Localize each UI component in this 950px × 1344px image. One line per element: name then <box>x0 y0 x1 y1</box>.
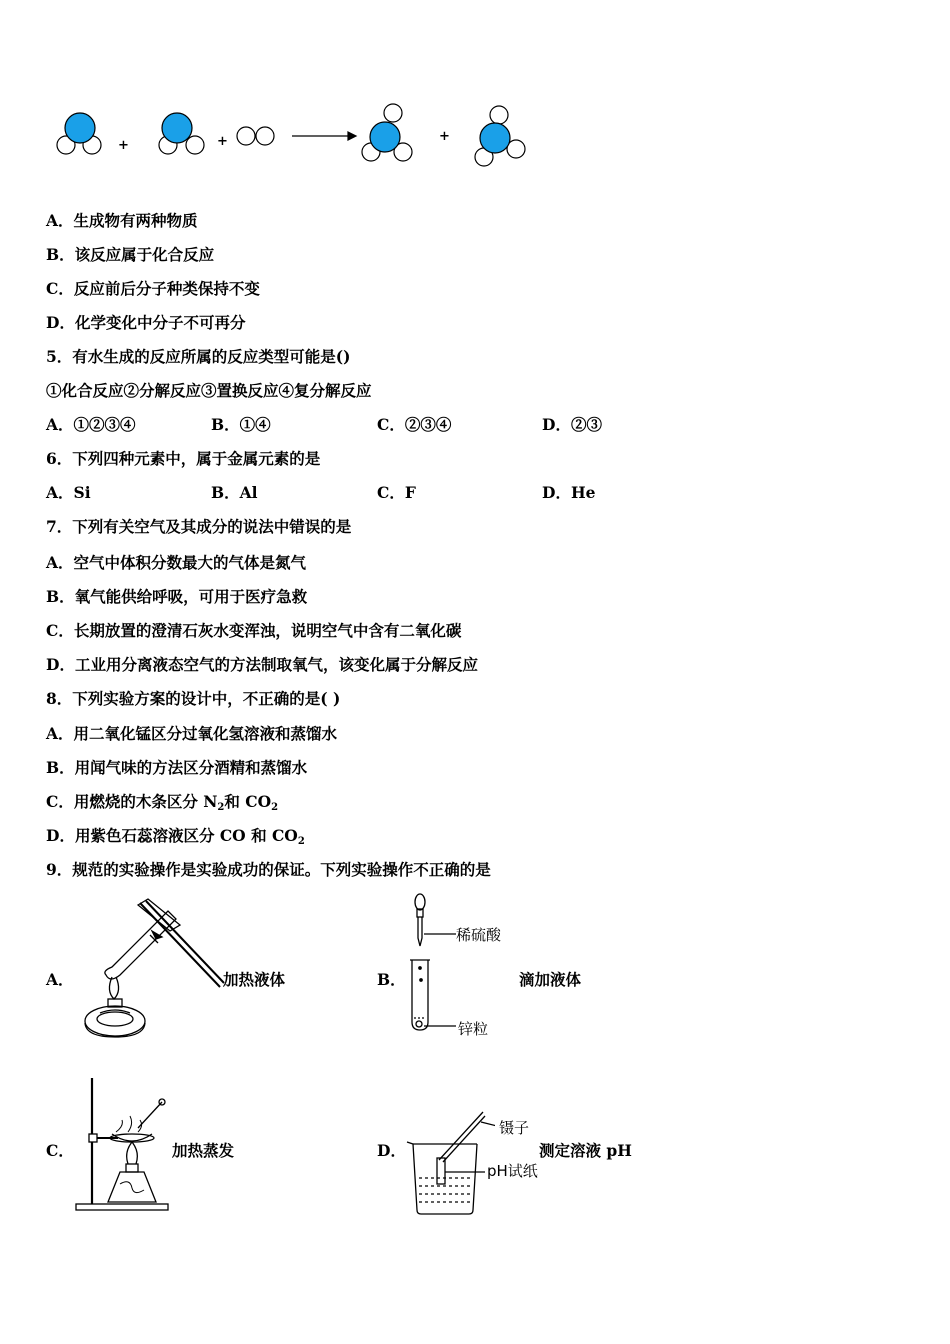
q7-option-d: D．工业用分离液态空气的方法制取氧气，该变化属于分解反应 <box>46 655 478 674</box>
q4-option-a: A．生成物有两种物质 <box>46 211 198 230</box>
q8-option-c: C．用燃烧的木条区分 $N_2$和 $CO_2$ <box>46 792 279 813</box>
plus-sign-1: + <box>118 138 129 153</box>
figure-heating-liquid <box>80 895 225 1040</box>
q5-option-c: C．②③④ <box>377 415 452 434</box>
q7-option-b: B．氧气能供给呼吸，可用于医疗急救 <box>46 587 308 606</box>
q9-c-caption: 加热蒸发 <box>172 1141 235 1160</box>
q4-option-c: C．反应前后分子种类保持不变 <box>46 279 260 298</box>
q6-option-b: B．Al <box>211 483 258 502</box>
q8-option-a: A．用二氧化锰区分过氧化氢溶液和蒸馏水 <box>46 724 338 743</box>
figure-measure-ph <box>405 1104 495 1219</box>
q6-stem: 6．下列四种元素中，属于金属元素的是 <box>46 449 321 468</box>
plus-sign-3: + <box>439 129 450 144</box>
q9-stem: 9．规范的实验操作是实验成功的保证。下列实验操作不正确的是 <box>46 860 491 879</box>
q8-option-b: B．用闻气味的方法区分酒精和蒸馏水 <box>46 758 308 777</box>
plus-sign-2: + <box>217 134 228 149</box>
q9-b-caption: 滴加液体 <box>519 970 582 989</box>
q9-b-letter: B． <box>377 970 406 989</box>
q9-a-letter: A． <box>46 970 74 989</box>
q4-option-d: D．化学变化中分子不可再分 <box>46 313 246 332</box>
q9-d-letter: D． <box>377 1141 406 1160</box>
reactant-molecule-3 <box>237 127 274 145</box>
reactant-molecule-2 <box>159 113 204 154</box>
tag-ph-paper: pH试纸 <box>487 1162 538 1180</box>
q6-option-c: C．F <box>377 483 416 502</box>
q4-option-b: B．该反应属于化合反应 <box>46 245 215 264</box>
figure-evaporation <box>72 1074 177 1214</box>
q5-stem: 5．有水生成的反应所属的反应类型可能是() <box>46 347 351 366</box>
q7-option-a: A．空气中体积分数最大的气体是氮气 <box>46 553 307 572</box>
reactant-molecule-1 <box>57 113 101 154</box>
tag-dilute-sulfuric-acid: 稀硫酸 <box>456 926 502 944</box>
q9-c-letter: C． <box>46 1141 74 1160</box>
product-molecule-1 <box>362 104 412 161</box>
q9-a-caption: 加热液体 <box>223 970 286 989</box>
q5-option-a: A．①②③④ <box>46 415 136 434</box>
q5-option-b: B．①④ <box>211 415 271 434</box>
tag-tweezers: 镊子 <box>499 1119 530 1137</box>
q7-stem: 7．下列有关空气及其成分的说法中错误的是 <box>46 517 352 536</box>
product-molecule-2 <box>475 106 525 166</box>
tag-zinc-granules: 锌粒 <box>458 1020 489 1038</box>
q5-list: ①化合反应②分解反应③置换反应④复分解反应 <box>46 381 372 400</box>
reaction-diagram <box>40 95 560 175</box>
q8-stem: 8．下列实验方案的设计中，不正确的是( ) <box>46 689 341 708</box>
q8-option-d: D．用紫色石蕊溶液区分 CO 和 $CO_2$ <box>46 826 305 847</box>
q5-option-d: D．②③ <box>542 415 602 434</box>
q9-d-caption: 测定溶液 pH <box>539 1141 632 1160</box>
q6-option-d: D．He <box>542 483 596 502</box>
q6-option-a: A．Si <box>46 483 91 502</box>
q7-option-c: C．长期放置的澄清石灰水变浑浊，说明空气中含有二氧化碳 <box>46 621 462 640</box>
